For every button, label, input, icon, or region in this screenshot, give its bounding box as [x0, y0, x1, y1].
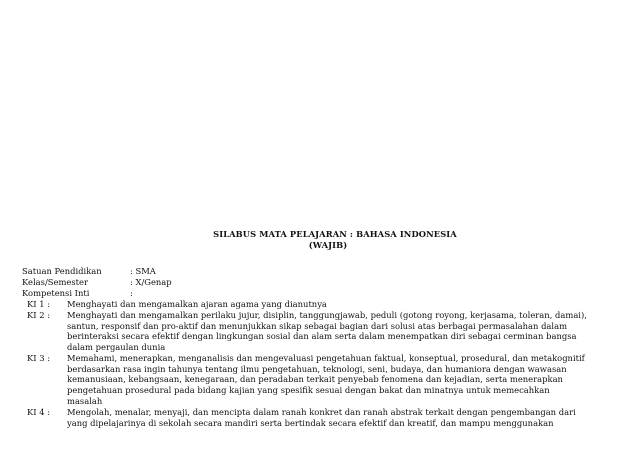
meta-value: : SMA — [130, 266, 156, 276]
meta-label: Kelas/Semester — [22, 277, 88, 287]
ki-text — [67, 353, 619, 407]
ki-line: Menghayati dan mengamalkan perilaku jujur, disiplin, tanggungjawab, peduli (gotong royong, kerjasama, toleran, damai), — [67, 310, 587, 320]
ki-line: yang dipelajarinya di sekolah secara mandiri serta bertindak secara efektif dan kreatif, dan mampu menggunakan — [67, 417, 554, 428]
ki-code: KI 2 : — [27, 310, 51, 320]
ki-line: santun, responsif dan pro-aktif dan menunjukkan sikap sebagai bagian dari solusi atas berbagai permasalahan dalam — [67, 320, 568, 331]
ki-code: KI 1 : — [27, 299, 51, 309]
ki-code: KI 3 : — [27, 353, 51, 363]
ki-text — [67, 310, 619, 353]
ki-line: Menghayati dan mengamalkan ajaran agama yang dianutnya — [67, 299, 327, 309]
meta-value: : — [130, 288, 133, 298]
syllabus-title: SILABUS MATA PELAJARAN : BAHASA INDONESIA — [213, 229, 457, 239]
ki-line: masalah — [67, 395, 103, 406]
ki-line: dalam pergaulan dunia — [67, 342, 166, 353]
meta-value: : X/Genap — [130, 277, 172, 287]
meta-label: Kompetensi Inti — [22, 288, 90, 298]
meta-row-class-semester — [22, 277, 172, 287]
ki-text — [67, 407, 619, 428]
ki-text — [67, 299, 619, 310]
ki-code: KI 4 : — [27, 407, 51, 417]
ki-line: berdasarkan rasa ingin tahunya tentang ilmu pengetahuan, teknologi, seni, budaya, dan humaniora dengan wawasan — [67, 363, 567, 374]
ki-line: pengetahuan prosedural pada bidang kajian yang spesifik sesuai dengan bakat dan minatnya untuk memecahkan — [67, 385, 550, 396]
ki-line: kemanusiaan, kebangsaan, kenegaraan, dan peradaban terkait penyebab fenomena dan kejadian, serta menerapkan — [67, 374, 563, 385]
meta-label: Satuan Pendidikan — [22, 266, 102, 276]
syllabus-subtitle: (WAJIB) — [308, 240, 348, 250]
ki-line: Mengolah, menalar, menyaji, dan mencipta dalam ranah konkret dan ranah abstrak terkait dengan pengembangan dari — [67, 407, 576, 417]
meta-row-school-level — [22, 266, 156, 276]
ki-line: Memahami, menerapkan, menganalisis dan mengevaluasi pengetahuan faktual, konseptual, prosedural, dan metakognitif — [67, 353, 585, 363]
ki-line: berinteraksi secara efektif dengan lingkungan sosial dan alam serta dalam menempatkan diri sebagai cerminan bangsa — [67, 331, 577, 342]
meta-row-core-competence — [22, 288, 133, 298]
